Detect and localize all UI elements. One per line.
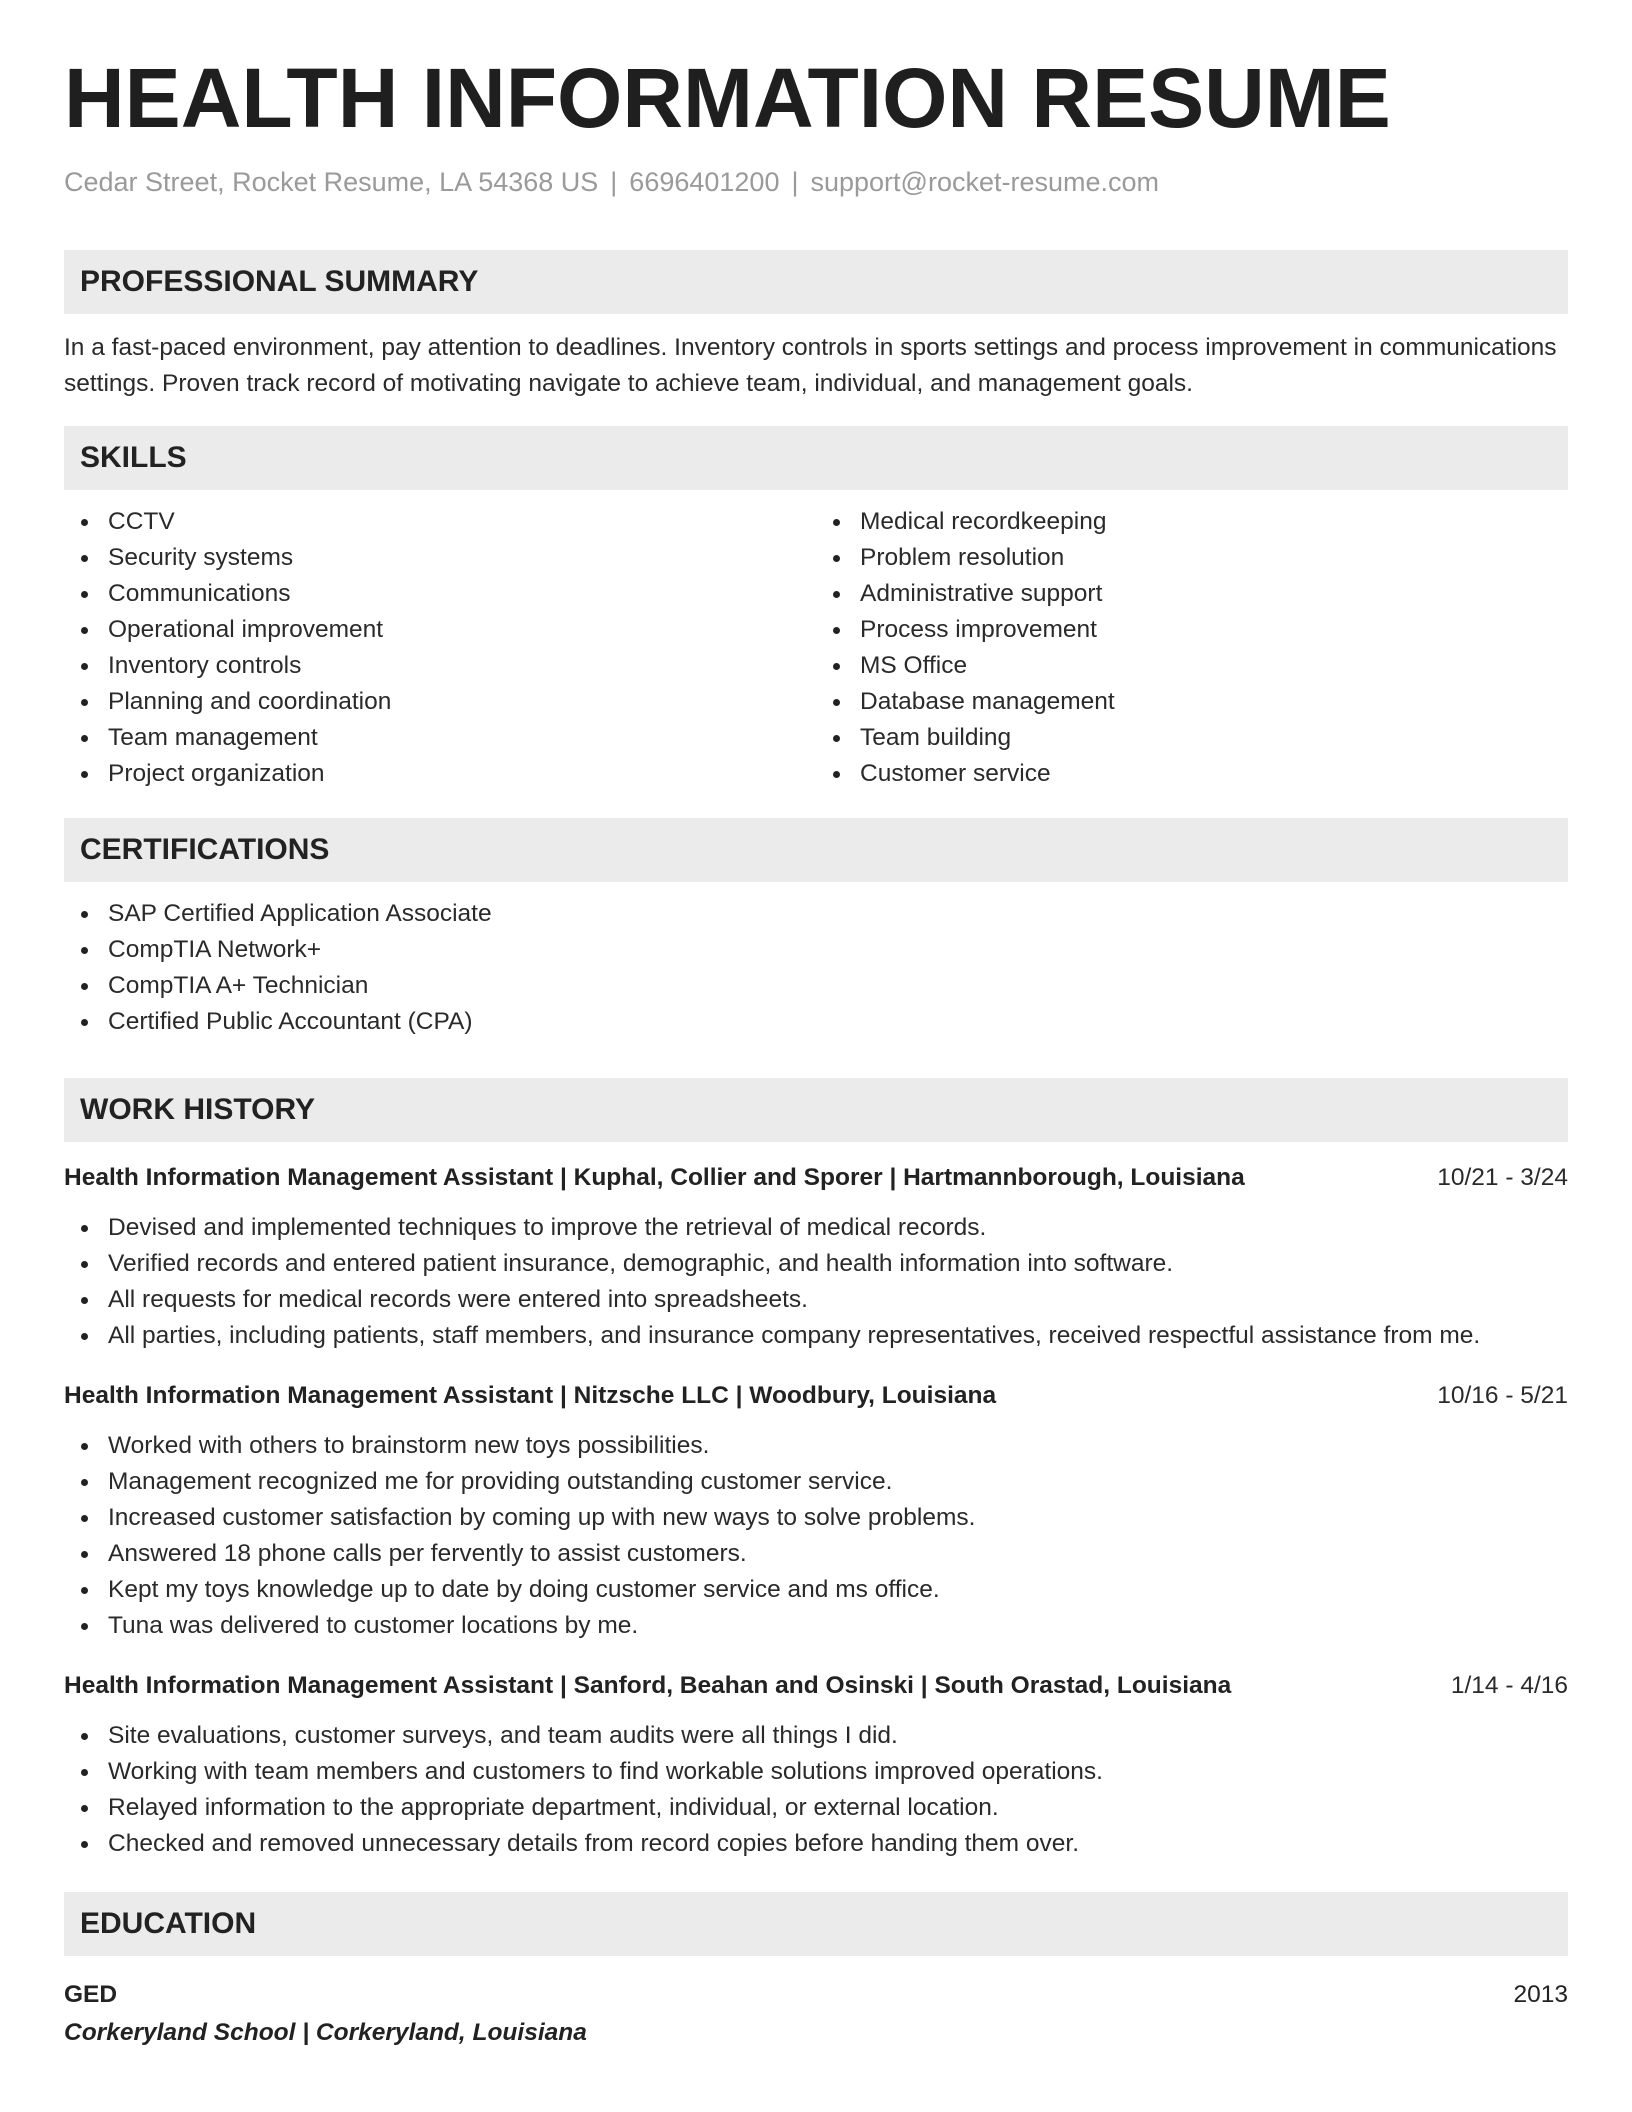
job-bullet: Kept my toys knowledge up to date by doing customer service and ms office.: [64, 1572, 1568, 1608]
skill-item: CCTV: [64, 504, 816, 540]
summary-text: In a fast-paced environment, pay attention to deadlines. Inventory controls in sports settings and process improvement in communications settings. Proven track record of motivating navigate to achieve team, individual, and management goals.: [64, 333, 1557, 397]
contact-separator: |: [610, 166, 618, 197]
job-bullet: Management recognized me for providing outstanding customer service.: [64, 1464, 1568, 1500]
job-bullet: Working with team members and customers to find workable solutions improved operations.: [64, 1754, 1568, 1790]
education-year: 2013: [1513, 1980, 1568, 2008]
skill-item: Security systems: [64, 540, 816, 576]
skill-item: Problem resolution: [816, 540, 1568, 576]
education-degree: GED: [64, 1980, 118, 2008]
section-heading-work-history: WORK HISTORY: [64, 1078, 1568, 1142]
skill-item: Process improvement: [816, 612, 1568, 648]
job-entry: [64, 1378, 1568, 1644]
job-bullet: Worked with others to brainstorm new toys possibilities.: [64, 1428, 1568, 1464]
skill-item: Database management: [816, 684, 1568, 720]
job-header: [64, 1378, 1568, 1414]
contact-email: support@rocket-resume.com: [810, 166, 1160, 197]
certification-item: SAP Certified Application Associate: [64, 896, 1568, 932]
job-entry: [64, 1160, 1568, 1354]
skill-item: Team building: [816, 720, 1568, 756]
job-dates: 1/14 - 4/16: [1450, 1671, 1568, 1699]
job-entry: [64, 1668, 1568, 1862]
contact-address: Cedar Street, Rocket Resume, LA 54368 US: [64, 166, 599, 197]
education-school: Corkeryland School | Corkeryland, Louisiana: [64, 2018, 587, 2046]
job-bullet: Increased customer satisfaction by coming up with new ways to solve problems.: [64, 1500, 1568, 1536]
job-bullet: Tuna was delivered to customer locations by me.: [64, 1608, 1568, 1644]
job-header: [64, 1160, 1568, 1196]
section-heading-education: EDUCATION: [64, 1892, 1568, 1956]
job-bullets: [64, 1210, 1568, 1354]
job-title: Health Information Management Assistant | Kuphal, Collier and Sporer | Hartmannborough, Louisiana: [64, 1163, 1245, 1191]
skill-item: Project organization: [64, 756, 816, 792]
job-title: Health Information Management Assistant | Nitzsche LLC | Woodbury, Louisiana: [64, 1381, 997, 1409]
contact-phone: 6696401200: [629, 166, 780, 197]
skill-item: Planning and coordination: [64, 684, 816, 720]
certification-item: CompTIA A+ Technician: [64, 968, 1568, 1004]
job-bullet: Relayed information to the appropriate department, individual, or external location.: [64, 1790, 1568, 1826]
job-dates: 10/21 - 3/24: [1437, 1163, 1568, 1191]
resume-title: HEALTH INFORMATION RESUME: [64, 51, 1391, 145]
section-heading-certifications: CERTIFICATIONS: [64, 818, 1568, 882]
certification-item: CompTIA Network+: [64, 932, 1568, 968]
job-bullet: Answered 18 phone calls per fervently to assist customers.: [64, 1536, 1568, 1572]
skill-item: Administrative support: [816, 576, 1568, 612]
education-row: [64, 1976, 1568, 2014]
contact-separator: |: [791, 166, 799, 197]
skill-item: Communications: [64, 576, 816, 612]
job-title: Health Information Management Assistant | Sanford, Beahan and Osinski | South Orastad, Louisiana: [64, 1671, 1232, 1699]
job-bullet: Devised and implemented techniques to improve the retrieval of medical records.: [64, 1210, 1568, 1246]
job-bullet: Checked and removed unnecessary details from record copies before handing them over.: [64, 1826, 1568, 1862]
skill-item: Inventory controls: [64, 648, 816, 684]
skill-item: Customer service: [816, 756, 1568, 792]
contact-line: [64, 165, 1568, 200]
skills-list-right: [816, 504, 1568, 792]
skill-item: MS Office: [816, 648, 1568, 684]
section-heading-skills: SKILLS: [64, 426, 1568, 490]
skill-item: Operational improvement: [64, 612, 816, 648]
job-bullet: Site evaluations, customer surveys, and team audits were all things I did.: [64, 1718, 1568, 1754]
section-heading-summary: PROFESSIONAL SUMMARY: [64, 250, 1568, 314]
skills-grid: [64, 490, 1568, 792]
job-dates: 10/16 - 5/21: [1437, 1381, 1568, 1409]
job-header: [64, 1668, 1568, 1704]
skill-item: Medical recordkeeping: [816, 504, 1568, 540]
skills-list-left: [64, 504, 816, 792]
job-bullet: All parties, including patients, staff members, and insurance company representatives, received respectful assistance from me.: [64, 1318, 1568, 1354]
job-bullets: [64, 1428, 1568, 1644]
job-bullets: [64, 1718, 1568, 1862]
skill-item: Team management: [64, 720, 816, 756]
certification-item: Certified Public Accountant (CPA): [64, 1004, 1568, 1040]
job-bullet: All requests for medical records were entered into spreadsheets.: [64, 1282, 1568, 1318]
skills-column-right: [816, 490, 1568, 792]
job-bullet: Verified records and entered patient insurance, demographic, and health information into software.: [64, 1246, 1568, 1282]
skills-column-left: [64, 490, 816, 792]
certifications-list: [64, 896, 1568, 1040]
